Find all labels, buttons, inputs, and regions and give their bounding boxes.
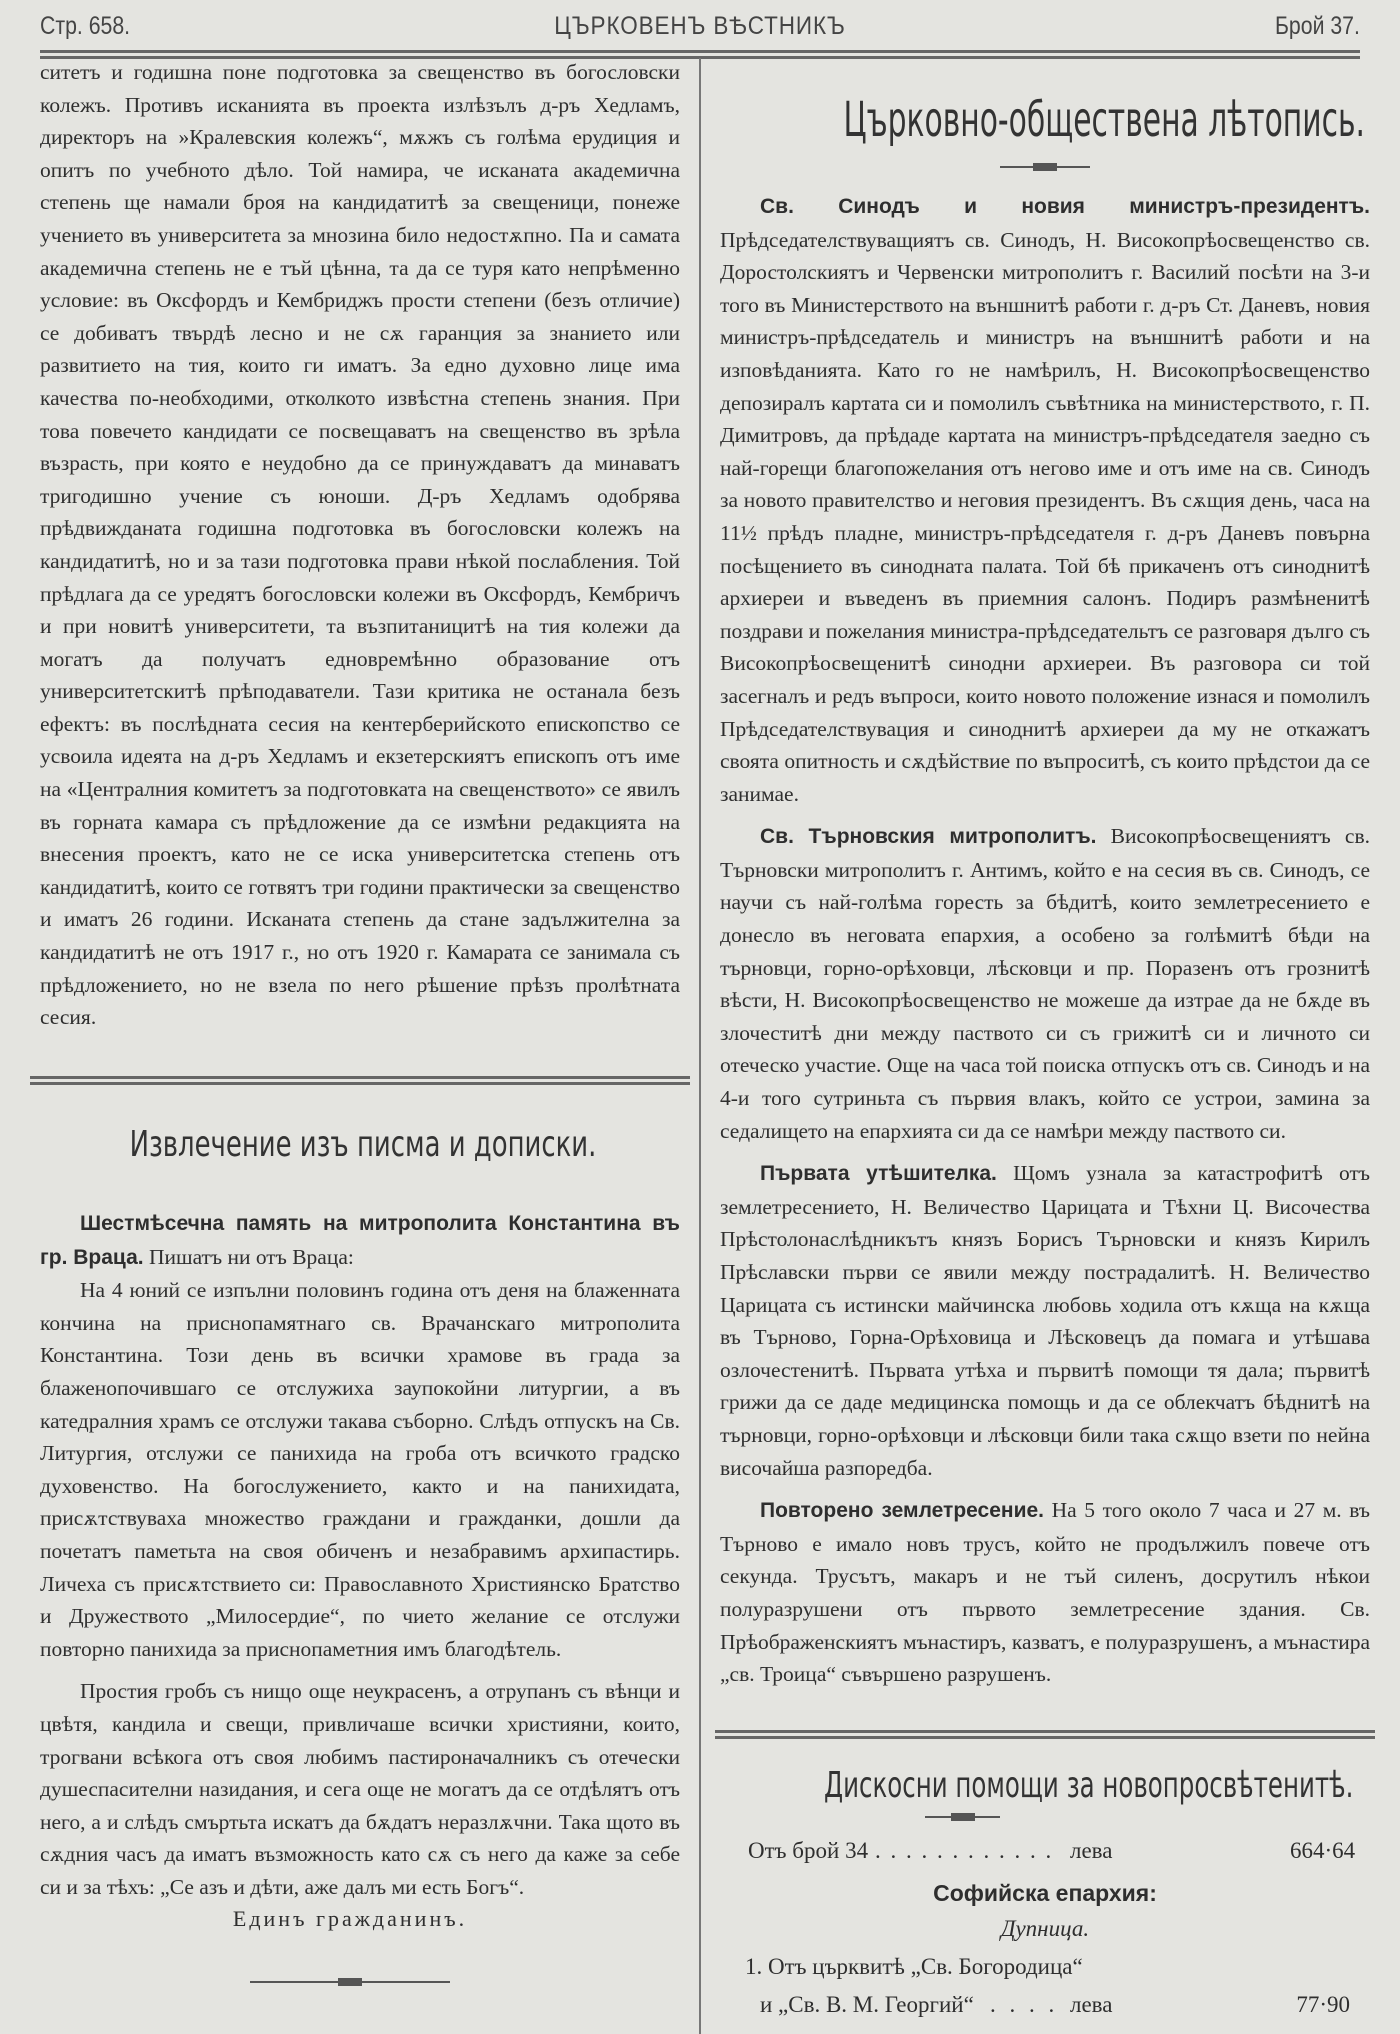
chronicle-item: Св. Търновския митрополитъ. Високопрѣосвещениятъ св. Търновски митрополитъ г. Антимъ, който е на сесия въ св. Синодъ, се научи съ най-голѣма горесть за бѣдитѣ, които землетресението е донесло въ неговата епархия, а особено за голѣмитѣ бѣди на търновци, горно-орѣховци, лѣсковци и пр. Поразенъ отъ грознитѣ вѣсти, Н. Високопрѣосвещенство не можеше да изтрае да не бѫде въ злочеститѣ дни между паството си съ грижитѣ си и личното си отеческо участие. Още на часа той поиска отпускъ отъ св. Синодъ и на 4-и того сутриньта съ първия влакъ, който се устрои, замина за седалището на епархията си да се намѣри между паството си. bbox=[720, 824, 1370, 1143]
chronicle-item: Първата утѣшителка. Щомъ узнала за катастрофитѣ отъ землетресението, Н. Величество Царицата и Тѣхни Ц. Височества Прѣстолонаслѣдникътъ князъ Борисъ Търновски и князъ Кирилъ Прѣславски първи се явили между пострадалитѣ. Н. Величество Царицата съ истински майчинска любовь ходила отъ кѫща на кѫща въ Търново, Горна-Орѣховица и Лѣсковецъ да помага и утѣшава озлочестенитѣ. Първата утѣха и първитѣ помощи тя дала; първитѣ грижи да се даде медицинска помощь и да се облекчатъ бѣднитѣ на търновци, горно-орѣховци и лѣсковци били така сѫщо взети по нейна височайша разпоредба. bbox=[720, 1161, 1370, 1480]
article-heading: Шестмѣсечна память на митрополита Константина въ гр. Враца. bbox=[40, 1212, 680, 1269]
article-paragraph: Простия гробъ съ нищо още неукрасенъ, а отрупанъ съ вѣнци и цвѣтя, кандила и свещи, привличаше всички християни, които, трогвани всѣкога отъ своя любимъ пастироначалникъ съ отечески душеспасителни назидания, и сега още не могатъ да се отдѣлятъ отъ него, а и слѣдъ смъртьта искатъ да бѫдатъ неразлѫчни. Така щото въ сѫдния часъ да иматъ възможность като сѫ съ него да каже за себе си и за тѣхъ: „Се азъ и дѣти, аже далъ ми есть Богъ“. bbox=[40, 1679, 680, 1899]
page-number: Стр. 658. bbox=[40, 12, 131, 40]
section-rule bbox=[30, 1076, 690, 1085]
column-divider bbox=[699, 58, 701, 2034]
donation-entry-line1: 1. Отъ църквитѣ „Св. Богородица“ bbox=[745, 1954, 1083, 1979]
signature: Единъ гражданинъ. bbox=[232, 1906, 468, 1931]
town-heading: Дупница. bbox=[1000, 1916, 1090, 1941]
ornament-divider bbox=[1000, 166, 1090, 168]
currency-label: лева bbox=[1070, 1992, 1113, 2017]
item-heading: Св. Синодъ и новия министръ-президентъ. bbox=[760, 195, 1370, 218]
page-header bbox=[40, 12, 1360, 46]
entry-amount: 77·90 bbox=[1296, 1992, 1350, 2017]
section-rule bbox=[715, 1730, 1375, 1739]
newspaper-title: ЦЪРКОВЕНЪ ВѢСТНИКЪ bbox=[554, 12, 846, 40]
section-title-letters: Извлечение изъ писма и дописки. bbox=[129, 1124, 597, 1165]
donation-entry-line2: и „Св. В. М. Георгий“ bbox=[760, 1992, 974, 2017]
item-heading: Повторено землетресение. bbox=[760, 1499, 1045, 1523]
letters-article bbox=[40, 1207, 680, 1903]
item-heading: Първата утѣшителка. bbox=[760, 1162, 997, 1186]
from-issue-label: Отъ брой 34 bbox=[748, 1838, 869, 1863]
diocese-heading: Софийска епархия: bbox=[933, 1880, 1157, 1906]
ornament-divider bbox=[250, 1981, 450, 1983]
item-heading: Св. Търновския митрополитъ. bbox=[760, 825, 1097, 849]
issue-number: Брой 37. bbox=[1275, 12, 1360, 40]
leader-dots: . . . . bbox=[990, 1992, 1059, 2017]
ornament-divider bbox=[925, 1816, 1000, 1818]
chronicle-items bbox=[720, 190, 1370, 1691]
chronicle-item: Повторено землетресение. На 5 того около 7 часа и 27 м. въ Търново е имало новъ трусъ, който не продължилъ повече отъ секунда. Трусътъ, макаръ и не тъй силенъ, досрутилъ нѣкои полуразрушени отъ първото землетресение здания. Св. Прѣображенскиятъ мънастиръ, казватъ, е полуразрушенъ, а мънастира „св. Троица“ съвършено разрушенъ. bbox=[720, 1498, 1371, 1687]
continued-paragraph: ситетъ и годишна поне подготовка за свещенство въ богословски колежъ. Противъ исканията въ проекта излѣзълъ д-ръ Хедламъ, директоръ на »Кралевския колежъ“, мѫжъ съ голѣма ерудиция и опитъ по учебното дѣло. Той намира, че исканата академична степень ще намали броя на кандидатитѣ за свещеници, понеже учението въ университета за мнозина било недостѫпно. Па и самата академична степень не е тъй цѣнна, та да се туря като непрѣменно условие: въ Оксфордъ и Кембриджъ прости степени (безъ отличие) се добиватъ твърдѣ лесно и не сѫ гаранция за знанието или развитието на тия, които ги иматъ. За едно духовно лице има качества по-необходими, отколкото извѣстна степень знания. При това повечето кандидати се посвещаватъ на свещенство въ зрѣла възрасть, при която е неудобно да се принуждаватъ да минаватъ тригодишно учение съ юноши. Д-ръ Хедламъ одобрява прѣдвижданата годишна подготовка въ богословски колежъ на кандидатитѣ, но и за тази подготовка прави нѣкой послабления. Той прѣдлага да се уредятъ богословски колежи въ Оксфордъ, Кембричъ и при новитѣ университети, та възпитаницитѣ на тия колежи да могатъ да получатъ едновремѣнно образование отъ университетскитѣ прѣподаватели. Тази критика не останала безъ ефектъ: въ послѣдната сесия на кентерберийското епископство се усвоила идеята на д-ръ Хедламъ и екзетерскиятъ епископъ отъ име на «Централния комитетъ за подготовката на свещенството» се явилъ въ горната камара съ прѣдложение да се измѣни редакцията на внесения проектъ, като не се иска университетска степень отъ кандидатитѣ, които се готвятъ три години практически за свещенство и иматъ 26 години. Исканата степень да стане задължителна за кандидатитѣ не отъ 1917 г., но отъ 1920 г. Камарата се занимала съ прѣдложението, но не взела по него рѣшение прѣзъ пролѣтната сесия. bbox=[40, 60, 680, 1030]
left-column-continued bbox=[40, 56, 680, 1034]
article-lead: Пишатъ ни отъ Враца: bbox=[143, 1244, 354, 1269]
leader-dots: . . . . . . . . . . . . bbox=[875, 1838, 1054, 1863]
article-paragraph: На 4 юний се изпълни половинъ година отъ деня на блаженната кончина на приснопамятнаго св. Врачанскаго митрополита Константина. Този день въ всички храмове въ града за блаженопочившаго се отслужиха заупокойни литургии, а въ катедралния храмъ се отслужи такава съборно. Слѣдъ отпускъ на Св. Литургия, отслужи се панихида на гроба отъ всичкото градско духовенство. На богослужението, както и на панихидата, присѫтствуваха множество граждани и гражданки, дошли да почетатъ паметьта на своя обиченъ и незабравимъ архипастирь. Личеха съ присѫтствието си: Православното Християнско Братство и Дружеството „Милосердие“, по чието желание се отслужи повторно панихида за приснопаметния имъ благодѣтель. bbox=[40, 1278, 680, 1661]
donations-title: Дискосни помощи за новопросвѣтенитѣ. bbox=[824, 1765, 1354, 1806]
from-amount: 664·64 bbox=[1290, 1838, 1356, 1863]
section-title-chronicle: Църковно-обществена лѣтопись. bbox=[843, 92, 1365, 148]
chronicle-item: Св. Синодъ и новия министръ-президентъ. Прѣдседателствуващиятъ св. Синодъ, Н. Високопрѣосвещенство св. Доростолскиятъ и Червенски митрополитъ г. Василий посѣти на 3-и того въ Министерството на външнитѣ работи г. д-ръ Ст. Даневъ, новия министръ-прѣдседатель и министръ на външнитѣ работи и на изповѣданията. Като го не намѣрилъ, Н. Високопрѣосвещенство депозиралъ картата си и помолилъ съвѣтника на министерството, г. П. Димитровъ, да прѣдаде картата на министръ-прѣдседателя заедно съ най-горещи благопожелания отъ негово име и отъ име на св. Синодъ за новото правителство и неговия президентъ. Въ сѫщия день, часа на 11½ прѣдъ пладне, министръ-прѣдседателя г. д-ръ Даневъ повърна посѣщението въ синодната палата. Той бѣ прикаченъ отъ синоднитѣ архиереи и въведенъ въ приемния салонъ. Подиръ размѣненитѣ поздрави и пожелания министра-прѣдседательтъ се разговаря дълго съ Високопрѣосвещенитѣ синодни архиереи. Въ разговора си той засегналъ и редъ въпроси, които новото положение изнася и помолилъ Прѣдседателствувация и синоднитѣ архиереи да му не откажатъ своята опитность и сѫдѣйствие по въпроситѣ, съ които прѣдстои да се занимае. bbox=[720, 195, 1370, 806]
currency-label: лева bbox=[1070, 1838, 1113, 1863]
